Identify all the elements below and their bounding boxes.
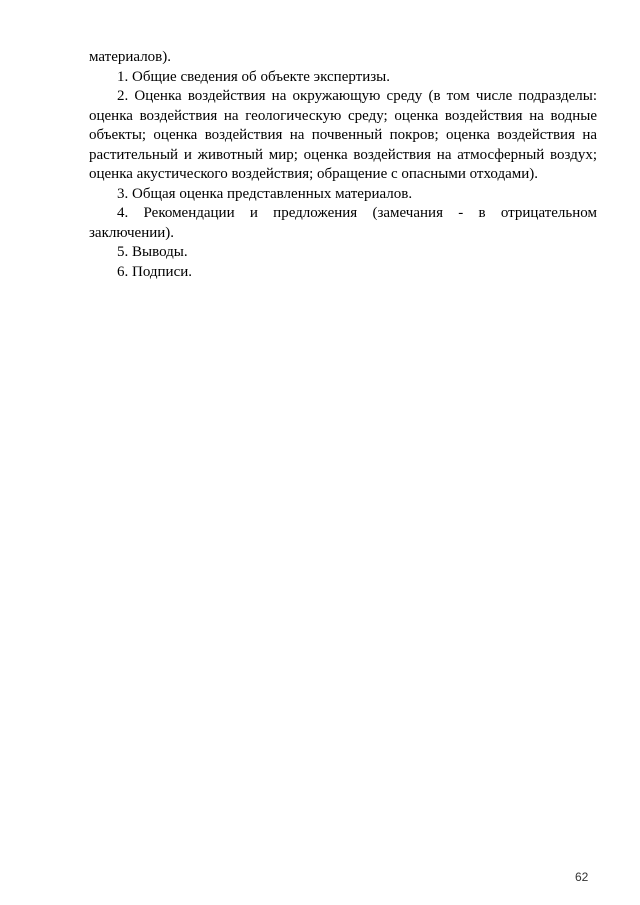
paragraph-continuation: материалов).: [89, 49, 172, 65]
page-number: 62: [575, 870, 589, 884]
list-item-recommendations: 4. Рекомендации и предложения (замечания - в отрицательном заключении).: [89, 205, 597, 241]
list-item-general-info: 1. Общие сведения об объекте экспертизы.: [117, 68, 390, 85]
list-item-environmental-impact: 2. Оценка воздействия на окружающую среду (в том числе подразделы: оценка воздействия на геологическую среду; оценка воздействия на водные объекты; оценка воздействия на почвенный покров; оценка воздействия на растительный и животный мир; оценка воздействия на атмосферный воздух; оценка акустического воздействия; обращение с опасными отходами).: [89, 88, 597, 182]
list-item-conclusions: 5. Выводы.: [117, 244, 188, 260]
list-item-overall-assessment: 3. Общая оценка представленных материалов.: [117, 185, 413, 202]
document-body: [89, 48, 597, 282]
list-item-signatures: 6. Подписи.: [117, 263, 193, 280]
